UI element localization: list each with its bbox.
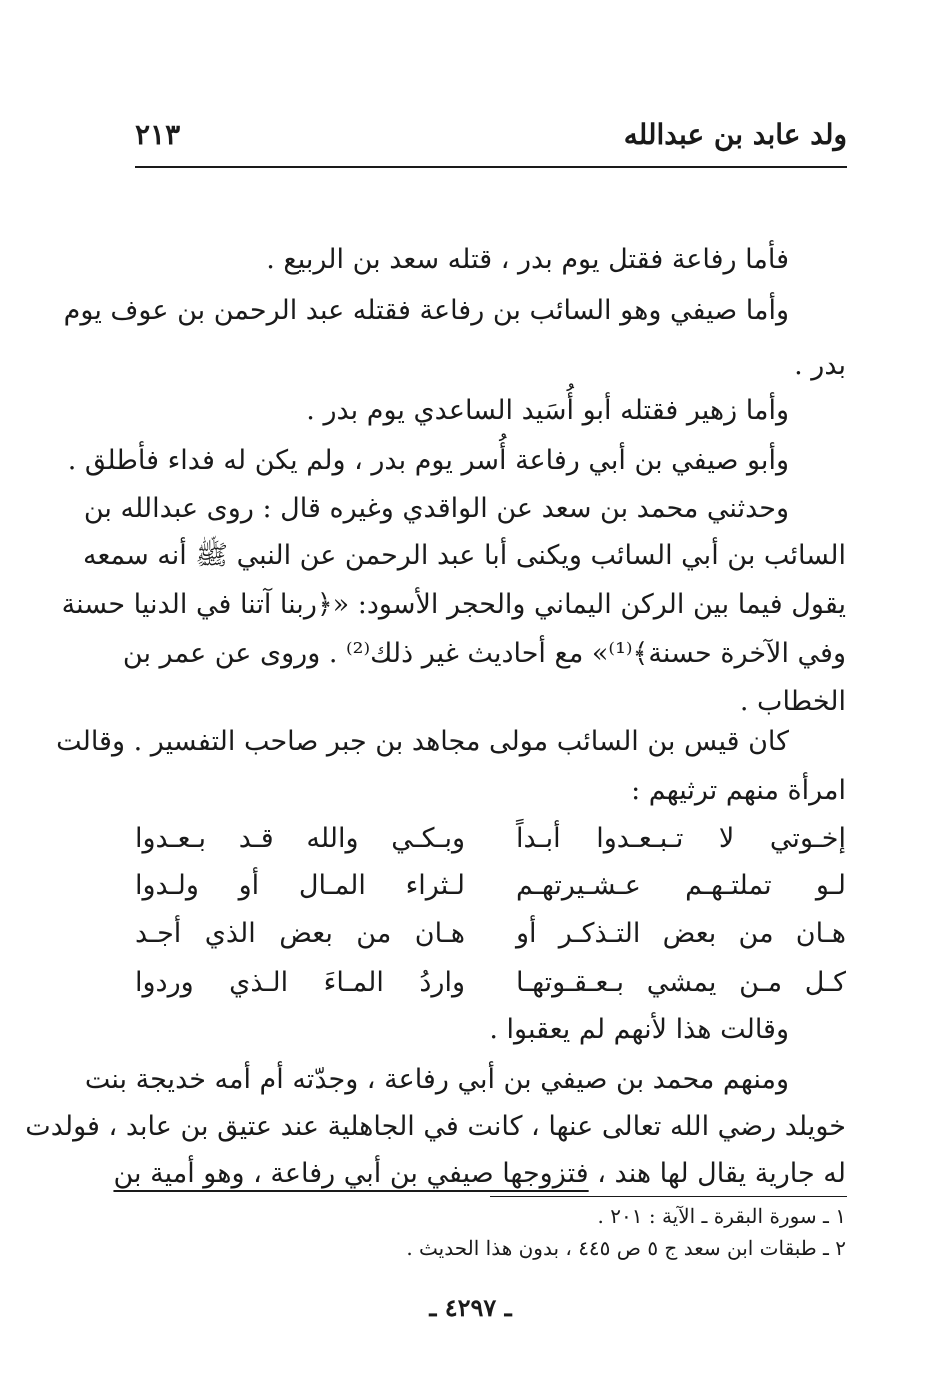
text-line: وأبو صيفي بن أبي رفاعة أُسر يوم بدر ، ولم يكن له فداء فأطلق . <box>67 445 789 476</box>
running-title: ولد عابد بن عبدالله <box>623 118 847 151</box>
poem-verse-right: هـان من بعض التـذكـر أو <box>516 918 846 949</box>
text-line: وفي الآخرة حسنة﴾⁽¹⁾» مع أحاديث غير ذلك⁽²⁾ . وروى عن عمر بن <box>122 638 846 669</box>
poem-verse-left: واردُ المـاءَ الـذي وردوا <box>135 967 465 998</box>
poem-verse-left: هـان من بعض الذي أجـد <box>135 918 465 949</box>
text-line: السائب بن أبي السائب ويكنى أبا عبد الرحمن عن النبي ﷺ أنه سمعه <box>82 540 846 571</box>
text-line: وقالت هذا لأنهم لم يعقبوا . <box>489 1014 789 1045</box>
poem-verse-right: إخـوتي لا تـبـعـدوا أبـداً <box>516 823 846 854</box>
text-line: امرأة منهم ترثيهم : <box>631 775 846 806</box>
text-line: ومنهم محمد بن صيفي بن أبي رفاعة ، وجدّته أم أمه خديجة بنت <box>84 1064 789 1095</box>
folio-number: ـ ٤٢٩٧ ـ <box>429 1293 512 1322</box>
footnote: ٢ ـ طبقات ابن سعد ج ٥ ص ٤٤٥ ، بدون هذا الحديث . <box>406 1236 846 1260</box>
text-line: يقول فيما بين الركن اليماني والحجر الأسود: «﴿ربنا آتنا في الدنيا حسنة <box>61 589 846 620</box>
text-line: وأما زهير فقتله أبو أُسَيد الساعدي يوم بدر . <box>306 395 789 426</box>
text-span: له جارية يقال لها هند ، <box>588 1158 846 1189</box>
poem-verse-right: لـو تملتـهـم عـشـيرتهـم <box>516 870 846 901</box>
underlined-text: فتزوجها صيفي بن أبي رفاعة ، وهو أمية بن <box>113 1158 589 1189</box>
text-line: كان قيس بن السائب مولى مجاهد بن جبر صاحب التفسير . وقالت <box>56 726 789 757</box>
page-number: ٢١٣ <box>135 118 181 151</box>
text-line: وأما صيفي وهو السائب بن رفاعة فقتله عبد الرحمن بن عوف يوم <box>63 295 789 326</box>
text-line: الخطاب . <box>739 686 846 717</box>
text-line: فأما رفاعة فقتل يوم بدر ، قتله سعد بن الربيع . <box>266 244 789 275</box>
text-line: وحدثني محمد بن سعد عن الواقدي وغيره قال : روى عبدالله بن <box>83 493 789 524</box>
poem-verse-right: كـل مـن يمشي بـعـقـوتهـا <box>516 967 846 998</box>
poem-verse-left: لـثراء المـال أو ولـدوا <box>135 870 465 901</box>
text-line: خويلد رضي الله تعالى عنها ، كانت في الجاهلية عند عتيق بن عابد ، فولدت <box>25 1111 846 1142</box>
footnote-rule <box>490 1196 847 1197</box>
header-rule <box>135 166 847 168</box>
poem-verse-left: وبـكـي والله قـد بـعـدوا <box>135 823 465 854</box>
text-line: بدر . <box>794 350 846 381</box>
page-header <box>135 118 847 166</box>
footnote: ١ ـ سورة البقرة ـ الآية : ٢٠١ . <box>597 1204 846 1228</box>
text-line <box>113 1154 846 1194</box>
